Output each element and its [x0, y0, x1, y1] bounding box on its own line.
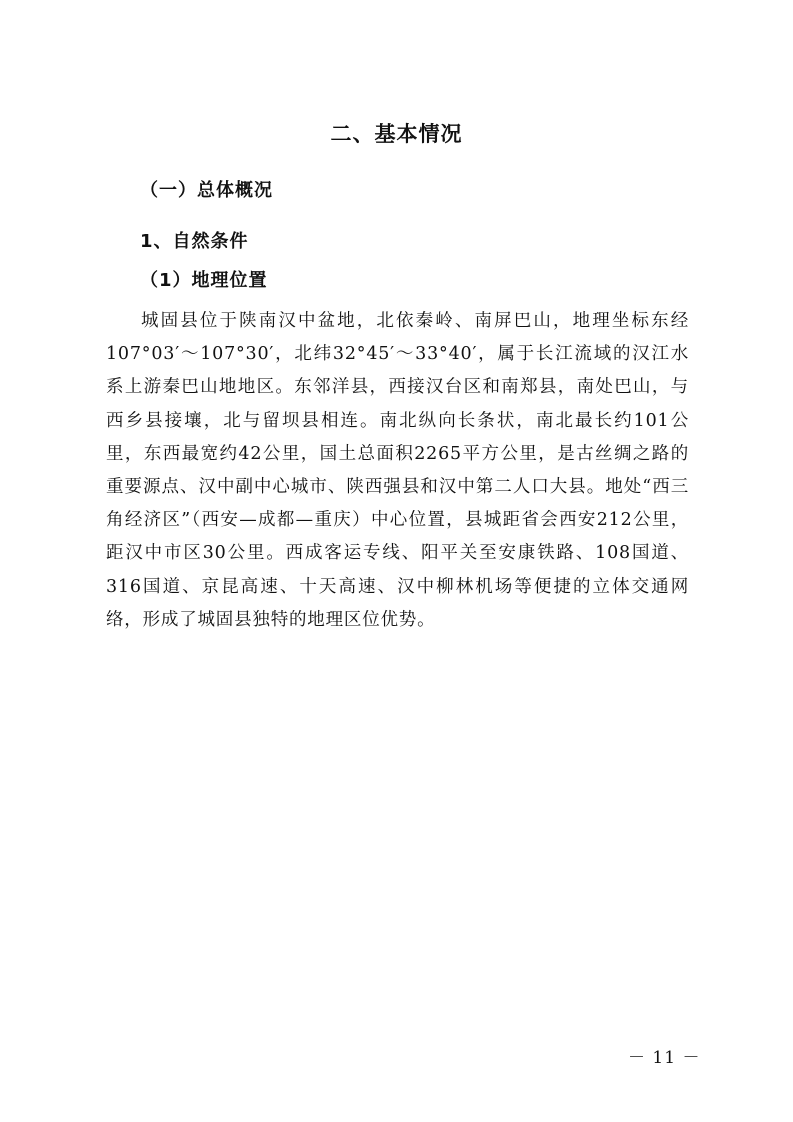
section-heading: （一）总体概况	[140, 180, 273, 201]
subsection-heading: 1、自然条件	[140, 231, 249, 252]
body-paragraph: 城固县位于陕南汉中盆地，北依秦岭、南屏巴山，地理坐标东经107°03′～107°30′，北纬32°45′～33°40′，属于长江流域的汉江水系上游秦巴山地地区。东邻洋县，西接汉台区和南郑县，南处巴山，与西乡县接壤，北与留坝县相连。南北纵向长条状，南北最长约101公里，东西最宽约42公里，国土总面积2265平方公里，是古丝绸之路的重要源点、汉中副中心城市、陕西强县和汉中第二人口大县。地处“西三角经济区”（西安—成都—重庆）中心位置，县城距省会西安212公里，距汉中市区30公里。西成客运专线、阳平关至安康铁路、108国道、316国道、京昆高速、十天高速、汉中柳林机场等便捷的立体交通网络，形成了城固县独特的地理区位优势。	[106, 311, 689, 630]
subsubsection-heading: （1）地理位置	[140, 270, 268, 291]
page-title: 二、基本情况	[330, 122, 463, 146]
page-number: － 11 －	[628, 1048, 701, 1068]
